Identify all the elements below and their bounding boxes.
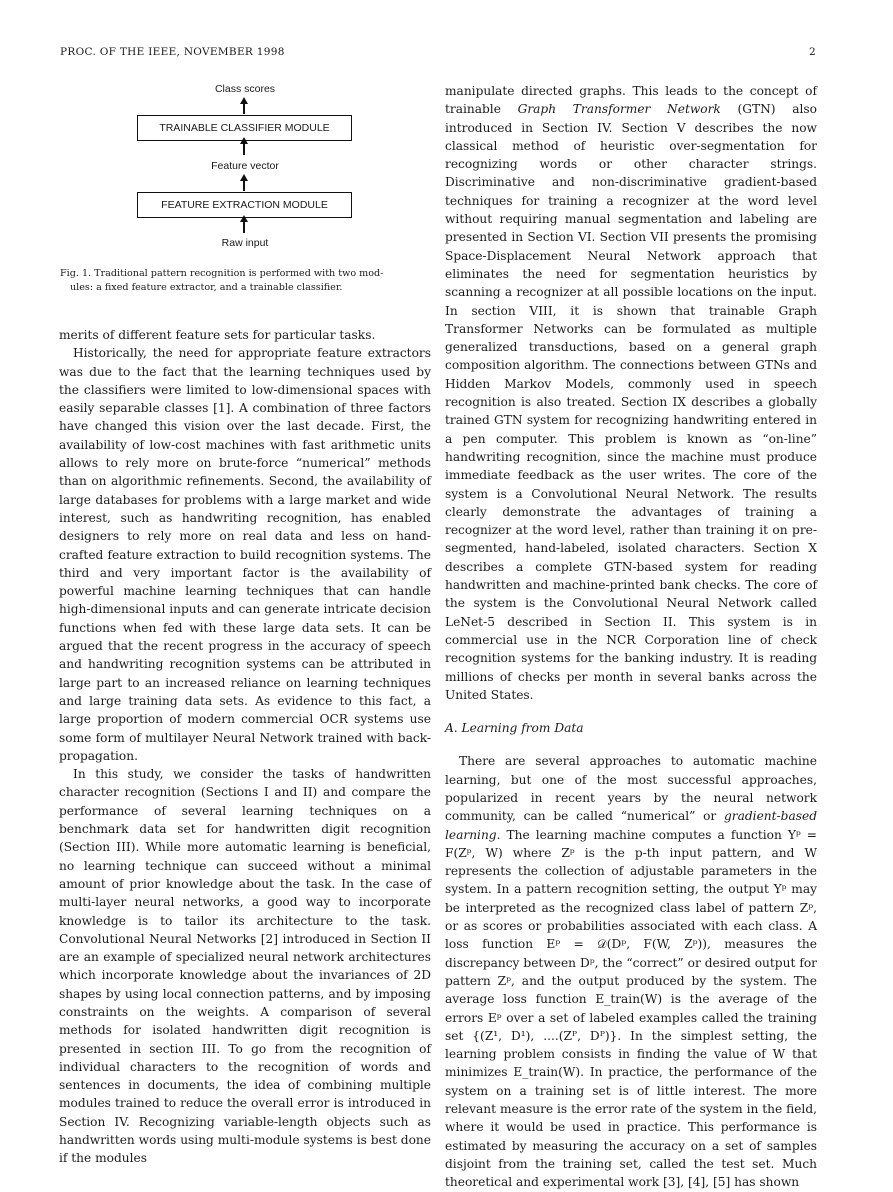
trainable-classifier-box: TRAINABLE CLASSIFIER MODULE: [137, 115, 352, 141]
section-heading: A. Learning from Data: [445, 721, 584, 736]
figure-caption: [60, 267, 430, 294]
emphasis: Graph Transformer Network: [517, 102, 721, 117]
right-column: [445, 82, 817, 1192]
text-run: There are several approaches to automatic machine learning, but one of the most successful approaches, popularized in recent years by the neural network community, can be called “numerical” or: [445, 754, 817, 824]
paragraph: merits of different feature sets for particular tasks.: [59, 328, 376, 342]
running-header: PROC. OF THE IEEE, NOVEMBER 1998: [60, 46, 285, 58]
text-run: (GTN) also introduced in Section IV. Section V describes the now classical method of heuristic over-segmentation for recognizing words or other character strings. Discriminative and non-discriminative gradient-based techniques for training a recognizer at the word level without requiring manual segmentation and labeling are presented in Section VI. Section VII presents the promising Space-Displacement Neural Network approach that eliminates the need for segmentation heuristics by scanning a recognizer at all possible locations on the input. In section VIII, it is shown that trainable Graph Transformer Networks can be formulated as multiple generalized transductions, based on a general graph composition algorithm. The connections between GTNs and Hidden Markov Models, commonly used in speech recognition is also treated. Section IX describes a globally trained GTN system for recognizing handwriting entered in a pen computer. This problem is known as “on-line” handwriting recognition, since the machine must produce immediate feedback as the user writes. The core of the system is a Convolutional Neural Network. The results clearly demonstrate the advantages of training a recognizer at the word level, rather than training it on pre-segmented, hand-labeled, isolated characters. Section X describes a complete GTN-based system for reading handwritten and machine-printed bank checks. The core of the system is the Convolutional Neural Network called LeNet-5 described in Section II. This system is in commercial use in the NCR Corporation line of check recognition systems for the banking industry. It is reading millions of checks per month in several banks across the United States.: [445, 102, 818, 702]
caption-line-2: ules: a fixed feature extractor, and a trainable classifier.: [70, 281, 343, 293]
paragraph: In this study, we consider the tasks of handwritten character recognition (Sections I and II) and compare the performance of several learning techniques on a benchmark data set for handwritten digit recognition (Section III). While more automatic learning is beneficial, no learning technique can succeed without a minimal amount of prior knowledge about the task. In the case of multi-layer neural networks, a good way to incorporate knowledge is to tailor its architecture to the task. Convolutional Neural Networks [2] introduced in Section II are an example of specialized neural network architectures which incorporate knowledge about the invariances of 2D shapes by using local connection patterns, and by imposing constraints on the weights. A comparison of several methods for isolated handwritten digit recognition is presented in section III. To go from the recognition of individual characters to the recognition of words and sentences in documents, the idea of combining multiple modules trained to reduce the overall error is introduced in Section IV. Recognizing variable-length objects such as handwritten words using multi-module systems is best done if the modules: [59, 767, 431, 1166]
paragraph: [445, 752, 817, 1191]
text-run: manipulate directed graphs. This leads to the concept of trainable: [445, 84, 817, 117]
feature-vector-label: Feature vector: [211, 160, 279, 172]
arrow-up-icon: [243, 180, 245, 191]
text-run: . The learning machine computes a function Yᵖ = F(Zᵖ, W) where Zᵖ is the p-th input pattern, and W represents the collection of adjustable parameters in the system. In a pattern recognition setting, the output Yᵖ may be interpreted as the recognized class label of pattern Zᵖ, or as scores or probabilities associated with each class. A loss function Eᵖ = 𝒟(Dᵖ, F(W, Zᵖ)), measures the discrepancy between Dᵖ, the “correct” or desired output for pattern Zᵖ, and the output produced by the system. The average loss function E_train(W) is the average of the errors Eᵖ over a set of labeled examples called the training set {(Z¹, D¹), ....(Zᴾ, Dᴾ)}. In the simplest setting, the learning problem consists in finding the value of W that minimizes E_train(W). In practice, the performance of the system on a training set is of little interest. The more relevant measure is the error rate of the system in the field, where it would be used in practice. This performance is estimated by measuring the accuracy on a set of samples disjoint from the training set, called the test set. Much theoretical and experimental work [3], [4], [5] has shown: [445, 827, 817, 1190]
paragraph: Historically, the need for appropriate feature extractors was due to the fact that the learning techniques used by the classifiers were limited to low-dimensional spaces with easily separable classes [1]. A combination of three factors have changed this vision over the last decade. First, the availability of low-cost machines with fast arithmetic units allows to rely more on brute-force “numerical” methods than on algorithmic refinements. Second, the availability of large databases for problems with a large market and wide interest, such as handwriting recognition, has enabled designers to rely more on real data and less on hand-crafted feature extraction to build recognition systems. The third and very important factor is the availability of powerful machine learning techniques that can handle high-dimensional inputs and can generate intricate decision functions when fed with these large data sets. It can be argued that the recent progress in the accuracy of speech and handwriting recognition systems can be attributed in large part to an increased reliance on learning techniques and large training data sets. As evidence to this fact, a large proportion of modern commercial OCR systems use some form of multilayer Neural Network trained with back-propagation.: [59, 346, 431, 763]
left-column: [59, 326, 431, 1168]
arrow-up-icon: [243, 143, 245, 155]
arrow-up-icon: [243, 103, 245, 114]
arrow-up-icon: [243, 221, 245, 233]
class-scores-label: Class scores: [214, 83, 276, 95]
feature-extraction-box: FEATURE EXTRACTION MODULE: [137, 192, 352, 218]
caption-line-1: Fig. 1. Traditional pattern recognition is performed with two mod-: [60, 268, 384, 279]
emphasis: gradient-based learning: [445, 809, 817, 842]
paragraph: [445, 82, 817, 704]
raw-input-label: Raw input: [221, 237, 269, 249]
page-number: 2: [809, 46, 816, 58]
